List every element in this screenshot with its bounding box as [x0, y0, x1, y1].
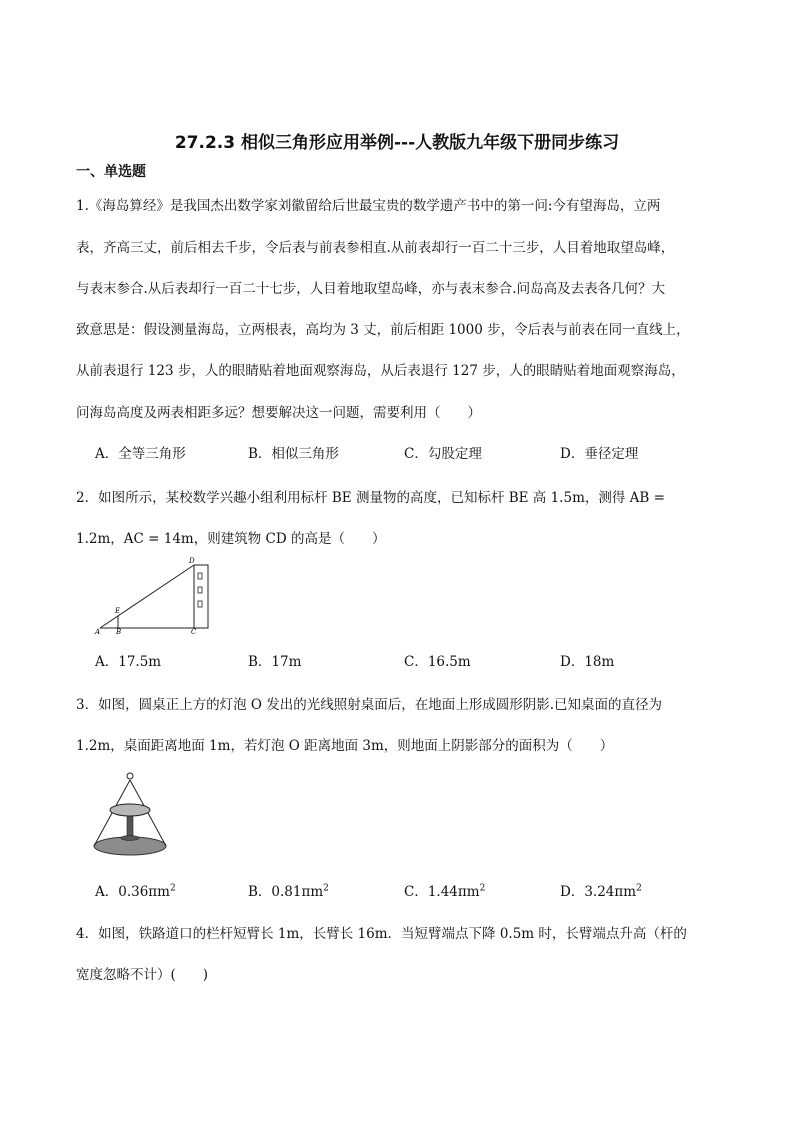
q3-option-d-sup: 2 [636, 883, 642, 894]
q3-line-2: 1.2m，桌面距离地面 1m，若灯泡 O 距离地面 3m，则地面上阴影部分的面积为（ ） [76, 738, 614, 754]
q3-option-d-text: D．3.24πm [560, 884, 637, 900]
q3-option-a[interactable] [95, 880, 176, 900]
q1-line-1: 1.《海岛算经》是我国杰出数学家刘徽留给后世最宝贵的数学遗产书中的第一问:今有望海岛，立两 [76, 198, 661, 214]
page-title: 27.2.3 相似三角形应用举例---人教版九年级下册同步练习 [174, 133, 620, 153]
q2-option-d[interactable]: D．18m [560, 654, 615, 670]
q3-option-b[interactable] [248, 880, 329, 900]
q3-option-d[interactable] [560, 880, 642, 900]
label-c: C [191, 628, 197, 635]
q2-option-c[interactable]: C．16.5m [404, 654, 471, 670]
q1-line-2: 表，齐高三丈，前后相去千步，令后表与前表参相直.从前表却行一百二十三步，人目着地取望岛峰， [76, 240, 675, 256]
q3-option-b-sup: 2 [323, 883, 329, 894]
q3-option-c[interactable] [404, 880, 485, 900]
section-heading: 一、单选题 [76, 164, 146, 180]
q2-figure [92, 555, 217, 635]
q2-option-a[interactable]: A．17.5m [95, 654, 162, 670]
q3-figure [90, 770, 170, 860]
q1-line-3: 与表末参合.从后表却行一百二十七步，人目着地取望岛峰，亦与表末参合.问岛高及去表各几何？大 [76, 281, 666, 297]
q1-line-6: 问海岛高度及两表相距多远？想要解决这一问题，需要利用（ ） [76, 405, 481, 421]
q3-option-c-text: C．1.44πm [404, 884, 480, 900]
q1-line-4: 致意思是：假设测量海岛，立两根表，高均为 3 丈，前后相距 1000 步，令后表与前表在同一直线上， [76, 322, 690, 338]
label-a: A [95, 628, 101, 635]
label-d: D [189, 557, 195, 565]
q4-line-1: 4．如图，铁路道口的栏杆短臂长 1m，长臂长 16m．当短臂端点下降 0.5m 时，长臂端点升高（杆的 [76, 926, 687, 942]
q2-line-2: 1.2m，AC = 14m，则建筑物 CD 的高是（ ） [76, 531, 386, 547]
q1-line-5: 从前表退行 123 步，人的眼睛贴着地面观察海岛，从后表退行 127 步，人的眼睛贴着地面观察海岛， [76, 363, 685, 379]
label-e: E [115, 607, 121, 615]
q3-line-1: 3．如图，圆桌正上方的灯泡 O 发出的光线照射桌面后，在地面上形成圆形阴影.已知桌面的直径为 [76, 697, 663, 713]
q2-line-1: 2．如图所示，某校数学兴趣小组利用标杆 BE 测量物的高度，已知标杆 BE 高 1.5m，测得 AB = [76, 490, 665, 506]
q1-option-a[interactable]: A．全等三角形 [95, 446, 186, 462]
q1-option-c[interactable]: C．勾股定理 [404, 446, 482, 462]
q2-option-b[interactable]: B．17m [248, 654, 302, 670]
q1-option-b[interactable]: B．相似三角形 [248, 446, 339, 462]
q3-option-c-sup: 2 [479, 883, 486, 894]
label-b: B [116, 628, 122, 635]
q3-option-b-text: B．0.81πm [248, 884, 324, 900]
q3-option-a-text: A．0.36πm [95, 884, 170, 900]
q3-option-a-sup: 2 [169, 883, 176, 894]
q1-option-d[interactable]: D．垂径定理 [560, 446, 639, 462]
q4-line-2: 宽度忽略不计）( ) [76, 967, 209, 983]
